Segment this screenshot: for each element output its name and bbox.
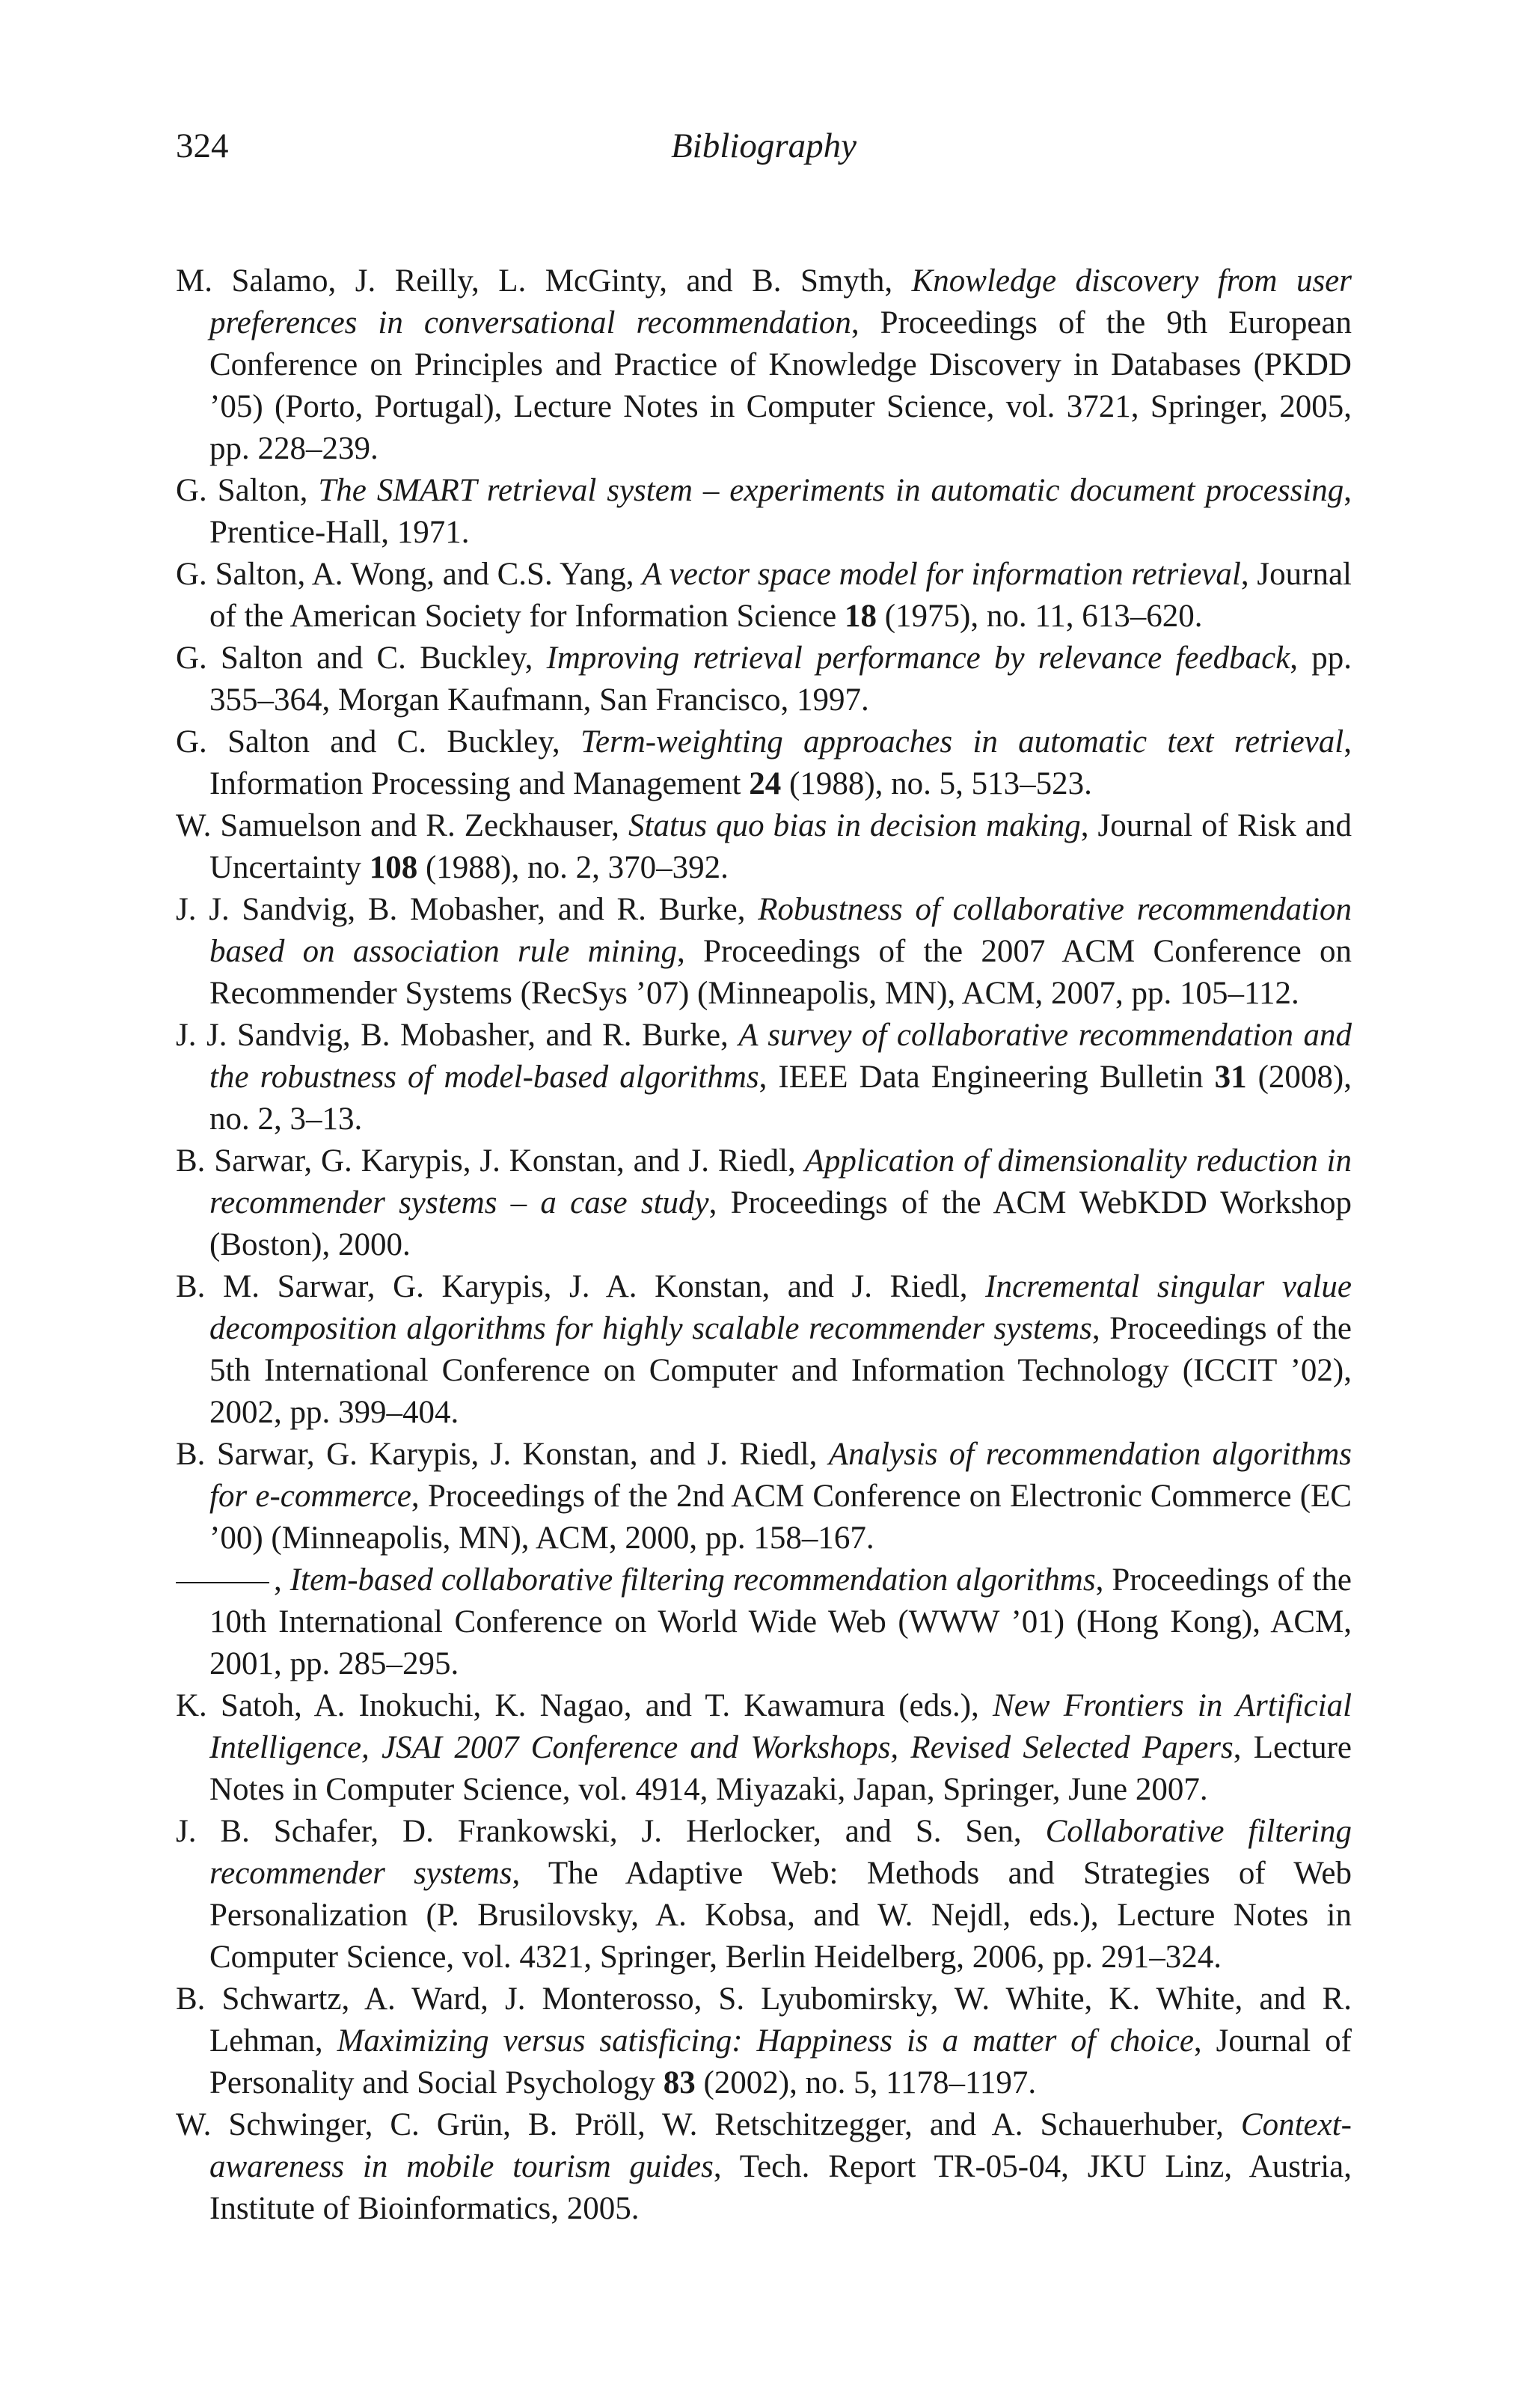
page-number: 324	[176, 126, 229, 165]
bib-entry: J. J. Sandvig, B. Mobasher, and R. Burke, A survey of collaborative recommendation and the robustness of model-based algorithms, IEEE Data Engineering Bulletin 31 (2008), no. 2, 3–13.	[176, 1018, 1352, 1137]
bib-entry: G. Salton and C. Buckley, Improving retrieval performance by relevance feedback, pp. 355–364, Morgan Kaufmann, San Francisco, 1997.	[176, 641, 1352, 718]
bib-entry: J. B. Schafer, D. Frankowski, J. Herlocker, and S. Sen, Collaborative filtering recommender systems, The Adaptive Web: Methods and Strategies of Web Personalization (P. Brusilovsky, A. Kobsa, and W. Nejdl, eds.), Lecture Notes in Computer Science, vol. 4321, Springer, Berlin Heidelberg, 2006, pp. 291–324.	[176, 1814, 1352, 1975]
same-authors-dash	[176, 1582, 269, 1583]
bib-entry: G. Salton and C. Buckley, Term-weighting approaches in automatic text retrieval, Information Processing and Management 24 (1988), no. 5, 513–523.	[176, 724, 1352, 801]
bib-entry: G. Salton, A. Wong, and C.S. Yang, A vector space model for information retrieval, Journal of the American Society for Information Science 18 (1975), no. 11, 613–620.	[176, 557, 1352, 634]
bib-entry: B. M. Sarwar, G. Karypis, J. A. Konstan, and J. Riedl, Incremental singular value decomposition algorithms for highly scalable recommender systems, Proceedings of the 5th International Conference on Computer and Information Technology (ICCIT ’02), 2002, pp. 399–404.	[176, 1269, 1352, 1430]
bib-entry: B. Sarwar, G. Karypis, J. Konstan, and J. Riedl, Application of dimensionality reduction in recommender systems – a case study, Proceedings of the ACM WebKDD Workshop (Boston), 2000.	[176, 1143, 1352, 1262]
bib-entry: G. Salton, The SMART retrieval system – experiments in automatic document processing, Prentice-Hall, 1971.	[176, 473, 1352, 550]
bib-entry: M. Salamo, J. Reilly, L. McGinty, and B. Smyth, Knowledge discovery from user preferences in conversational recommendation, Proceedings of the 9th European Conference on Principles and Practice of Knowledge Discovery in Databases (PKDD ’05) (Porto, Portugal), Lecture Notes in Computer Science, vol. 3721, Springer, 2005, pp. 228–239.	[176, 263, 1352, 466]
bib-entry: J. J. Sandvig, B. Mobasher, and R. Burke, Robustness of collaborative recommendation based on association rule mining, Proceedings of the 2007 ACM Conference on Recommender Systems (RecSys ’07) (Minneapolis, MN), ACM, 2007, pp. 105–112.	[176, 892, 1352, 1011]
bib-entry: , Item-based collaborative filtering recommendation algorithms, Proceedings of the 10th International Conference on World Wide Web (WWW ’01) (Hong Kong), ACM, 2001, pp. 285–295.	[176, 1559, 1352, 1685]
bib-entry: K. Satoh, A. Inokuchi, K. Nagao, and T. Kawamura (eds.), New Frontiers in Artificial Intelligence, JSAI 2007 Conference and Workshops, Revised Selected Papers, Lecture Notes in Computer Science, vol. 4914, Miyazaki, Japan, Springer, June 2007.	[176, 1688, 1352, 1807]
page-header	[176, 126, 1352, 178]
running-title: Bibliography	[670, 126, 857, 165]
bib-entry: W. Schwinger, C. Grün, B. Pröll, W. Retschitzegger, and A. Schauerhuber, Context-awareness in mobile tourism guides, Tech. Report TR-05-04, JKU Linz, Austria, Institute of Bioinformatics, 2005.	[176, 2107, 1352, 2226]
bib-entry: B. Schwartz, A. Ward, J. Monterosso, S. Lyubomirsky, W. White, K. White, and R. Lehman, Maximizing versus satisficing: Happiness is a matter of choice, Journal of Personality and Social Psychology 83 (2002), no. 5, 1178–1197.	[176, 1981, 1352, 2100]
bib-entry: B. Sarwar, G. Karypis, J. Konstan, and J. Riedl, Analysis of recommendation algorithms for e-commerce, Proceedings of the 2nd ACM Conference on Electronic Commerce (EC ’00) (Minneapolis, MN), ACM, 2000, pp. 158–167.	[176, 1437, 1352, 1556]
bibliography-list	[176, 260, 1352, 2230]
bib-entry: W. Samuelson and R. Zeckhauser, Status quo bias in decision making, Journal of Risk and Uncertainty 108 (1988), no. 2, 370–392.	[176, 808, 1352, 885]
